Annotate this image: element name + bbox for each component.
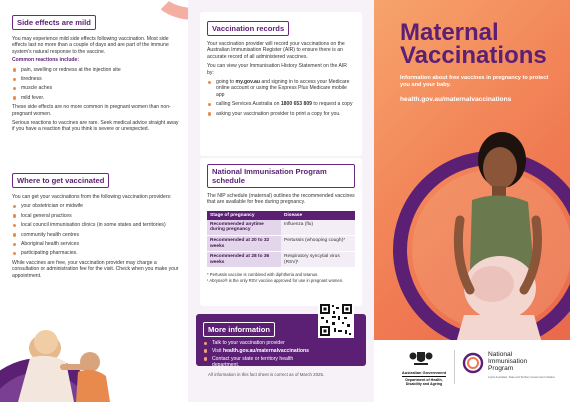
cover-title-line1: Maternal (400, 19, 499, 46)
list-item: Aboriginal health services (12, 241, 180, 247)
nip-logo-small: A joint Australian, State and Territory Government initiative (488, 376, 555, 379)
side-effects-intro: You may experience mild side effects following vaccination. Most side effects last no more than a couple of days and are part of the immune system's natural response to the vaccine. (12, 36, 169, 55)
left-panel (0, 0, 188, 402)
vaccination-records-card (200, 12, 362, 156)
list-item: your obstetrician or midwife (12, 203, 180, 209)
side-effects-heading: Side effects are mild (12, 15, 96, 30)
records-heading: Vaccination records (207, 21, 289, 36)
more-info-heading: More information (203, 322, 275, 337)
fee-note: While vaccines are free, your vaccination provider may charge a consultation or administration fee for the visit. Check when you make your appointment. (12, 259, 179, 279)
list-item: pain, swelling or redness at the injection site (12, 67, 180, 73)
list-item: calling Services Australia on 1800 653 809 to request a copy (207, 101, 355, 107)
list-item: local general practices (12, 213, 180, 219)
list-item: going to my.gov.au and signing in to access your Medicare online account or using the Express Plus Medicare mobile app (207, 79, 355, 98)
list-item: mild fever. (12, 95, 180, 101)
common-reactions-label: Common reactions include: (12, 57, 80, 64)
nip-intro: The NIP schedule (maternal) outlines the recommended vaccines that are available for free during pregnancy. (207, 193, 355, 206)
logo-strip (374, 340, 570, 402)
footer-note: All information in this fact sheet is correct as of March 2025. (208, 372, 325, 377)
nip-schedule-card (200, 158, 362, 306)
nip-logo-line-2: Immunisation (488, 358, 528, 365)
nip-footnote-1: * Pertussis vaccine is combined with diphtheria and tetanus. (207, 272, 319, 278)
cover-panel (374, 0, 570, 402)
cover-subtitle: Information about free vaccines in pregnancy to protect you and your baby. (400, 75, 549, 88)
list-item: asking your vaccination provider to print a copy for you. (207, 111, 355, 117)
nip-logo-icon (462, 352, 484, 374)
logo-divider (454, 350, 455, 384)
side-effects-list (12, 67, 180, 102)
gov-line-2: Department of Health, (405, 377, 443, 382)
middle-panel (188, 0, 374, 402)
records-p2: You can view your Immunisation History Statement on the AIR by: (207, 63, 347, 76)
side-effects-note: These side effects are no more common in pregnant women than non-pregnant women. (12, 104, 171, 117)
list-item: Contact your state or territory health department. (203, 356, 315, 369)
records-list (207, 79, 355, 117)
coat-of-arms-icon (408, 348, 434, 368)
where-intro: You can get your vaccinations from the following vaccination providers: (12, 194, 172, 200)
list-item: community health centres (12, 232, 180, 238)
list-item: participating pharmacies. (12, 250, 180, 256)
cover-title-line2: Vaccinations (400, 42, 547, 69)
nip-logo-line-1: National (488, 351, 513, 358)
serious-reactions-note: Serious reactions to vaccines are rare. Seek medical advice straight away if you have a reaction that you think is severe or unexpected. (12, 120, 179, 133)
where-heading: Where to get vaccinated (12, 173, 109, 188)
providers-list (12, 203, 180, 256)
list-item[interactable]: Visit health.gov.au/maternalvaccinations (203, 348, 315, 354)
more-info-list (203, 340, 315, 369)
records-p1: Your vaccination provider will record your vaccinations on the Australian Immunisation Register (AIR) to ensure there is an accurate record of all administered vaccines. (207, 41, 345, 60)
list-item: Talk to your vaccination provider (203, 340, 315, 346)
list-item: tiredness (12, 76, 180, 82)
nip-table (207, 211, 355, 269)
table-row: Recommended anytime during pregnancy Influenza (flu) (207, 220, 355, 236)
mother-child-photo (0, 318, 188, 402)
pregnant-woman-photo (374, 120, 570, 350)
nip-footnote-2: ¹ Abrysvo® is the only RSV vaccine approved for use in pregnant women. (207, 277, 344, 283)
table-header: Stage of pregnancy Disease (207, 211, 355, 220)
list-item: muscle aches (12, 85, 180, 91)
table-row: Recommended at 20 to 32 weeks Pertussis (whooping cough)* (207, 236, 355, 252)
nip-heading: National Immunisation Program schedule (207, 164, 355, 188)
cover-url[interactable]: health.gov.au/maternalvaccinations (400, 96, 512, 103)
gov-line-3: Disability and Ageing (405, 381, 443, 386)
qr-code-icon[interactable] (318, 302, 354, 338)
nip-logo-line-3: Program (488, 365, 514, 372)
table-row: Recommended at 28 to 36 weeks Respiratory syncytial virus (RSV)¹ (207, 252, 355, 268)
gov-line-1: Australian Government (401, 370, 447, 375)
list-item: local council immunisation clinics (in some states and territories) (12, 222, 180, 228)
